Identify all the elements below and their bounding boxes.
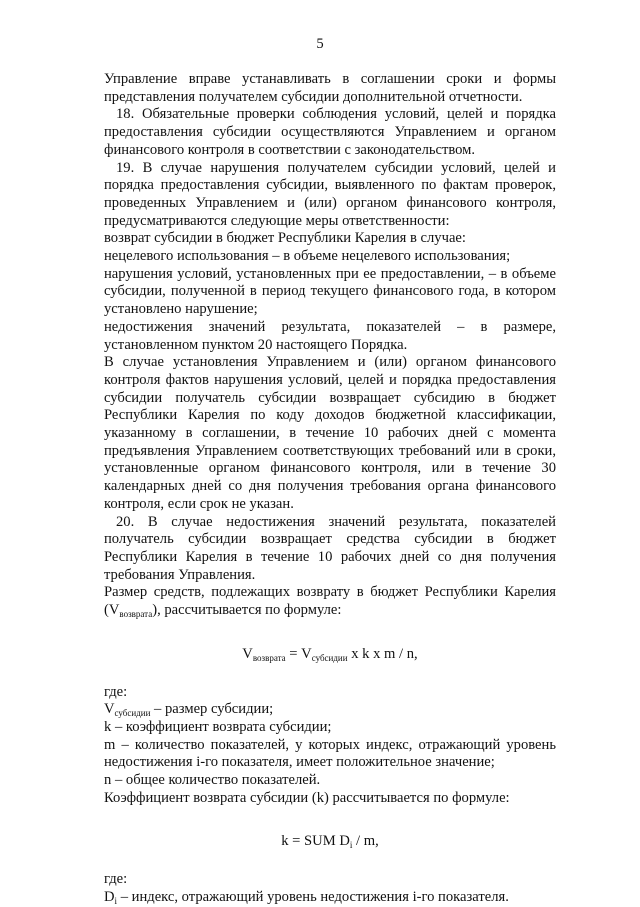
paragraph-20: 20. В случае недостижения значений результата, показателей получатель субсидии возвращает средства субсидии в бюджет Республики Карелия в течение 10 рабочих дней со дня получения требования Управления. (104, 513, 556, 583)
definition-m: m – количество показателей, у которых индекс, отражающий уровень недостижения i-го показателя, имеет положительное значение; (104, 736, 556, 771)
paragraph-19 (104, 160, 556, 231)
paragraph-20-amount-tail: ), рассчитывается по формуле: (152, 602, 342, 619)
paragraph-20-amount-lead: Размер средств, подлежащих возврату в бюджет Республики Карелия (V (104, 584, 556, 619)
formula-coefficient (104, 833, 556, 851)
definition-v-subsidy-symbol: V (104, 701, 115, 718)
coefficient-intro: Коэффициент возврата субсидии (k) рассчитывается по формуле: (104, 789, 510, 806)
formula-coefficient-tail: / m, (352, 833, 379, 850)
definition-d-text: – индекс, отражающий уровень недостижения i-го показателя. (117, 888, 509, 905)
document-body (104, 71, 556, 907)
definition-v-subsidy (104, 701, 556, 719)
paragraph-18-text: 18. Обязательные проверки соблюдения условий, целей и порядка предоставления субсидии осуществляются Управлением и органом финансового контроля в соответствии с законодательством. (104, 106, 556, 158)
where-label-2: где: (104, 871, 128, 888)
paragraph-19-nonachievement: недостижения значений результата, показателей – в размере, установленном пунктом 20 настоящего Порядка. (104, 318, 556, 353)
page-number: 5 (316, 36, 324, 52)
definition-d-sub: i (114, 895, 118, 906)
where-label-1: где: (104, 683, 128, 700)
spacer (104, 664, 556, 684)
formula-refund-sub1: возврата (252, 652, 286, 663)
paragraph-18 (104, 106, 556, 159)
formula-refund-rest: x k x m / n, (347, 645, 418, 662)
formula-coefficient-sub: i (349, 840, 353, 851)
definition-k: k – коэффициент возврата субсидии; (104, 718, 332, 735)
definition-n: n – общее количество показателей. (104, 772, 321, 789)
definition-d-symbol: D (104, 888, 115, 905)
paragraph-19-return: возврат субсидии в бюджет Республики Карелия в случае: (104, 230, 466, 247)
formula-refund (104, 646, 556, 664)
spacer (104, 807, 556, 833)
paragraph-19-misuse: нецелевого использования – в объеме нецелевого использования; (104, 248, 511, 265)
formula-refund-eq: = V (285, 645, 312, 662)
paragraph-19-violation: нарушения условий, установленных при ее предоставлении, – в объеме субсидии, полученной в период текущего финансового года, в котором установлено нарушение; (104, 265, 556, 318)
paragraph-20-amount-sub: возврата (119, 609, 153, 620)
paragraph-20-amount (104, 584, 556, 619)
spacer (104, 620, 556, 646)
formula-refund-sub2: субсидии (311, 652, 348, 663)
paragraph-19-text: 19. В случае нарушения получателем субсидии условий, целей и порядка предоставления субсидии, выявленного по фактам проверок, проведенных Управлением и (или) органом финансового контроля, предусматриваются следующие меры ответственности: (104, 159, 556, 229)
definition-d (104, 889, 556, 907)
spacer (104, 851, 556, 871)
definition-v-subsidy-text: – размер субсидии; (150, 701, 274, 718)
paragraph-additional-reporting: Управление вправе устанавливать в соглашении сроки и формы представления получателем субсидии дополнительной отчетности. (104, 71, 556, 105)
paragraph-19-refund: В случае установления Управлением и (или) органом финансового контроля фактов нарушения условий, целей и порядка предоставления субсидии получатель субсидии возвращает субсидию в бюджет Республики Карелия по коду доходов бюджетной классификации, указанному в соглашении, в течение 10 рабочих дней с момента предъявления Управлением соответствующих требований или в сроки, установленные органом финансового контроля, или в течение 30 календарных дней со дня получения требования органа финансового контроля, если срок не указан. (104, 354, 556, 512)
formula-refund-v: V (242, 645, 253, 662)
definition-v-subsidy-sub: субсидии (114, 708, 151, 719)
formula-coefficient-lead: k = SUM D (281, 833, 350, 850)
